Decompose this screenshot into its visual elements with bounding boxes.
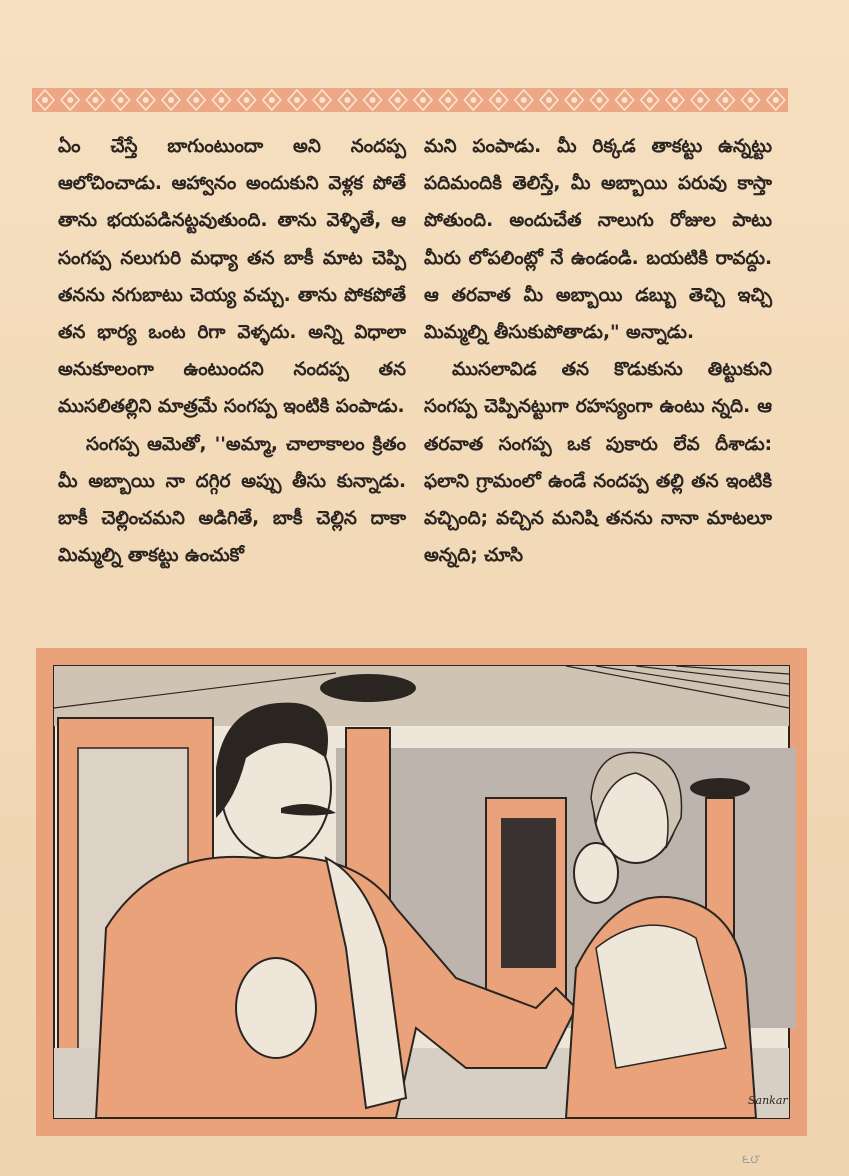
left-column	[58, 128, 406, 574]
border-motif-dot	[344, 97, 350, 103]
border-motif-dot	[521, 97, 527, 103]
right-column	[424, 128, 772, 574]
border-motif-dot	[672, 97, 678, 103]
artist-signature: Sankar	[748, 1094, 788, 1107]
border-motif-dot	[748, 97, 754, 103]
border-motif-dot	[773, 97, 779, 103]
border-motif-dot	[470, 97, 476, 103]
story-illustration	[36, 648, 807, 1136]
paragraph: మని పంపాడు. మీ రిక్కడ తాకట్టు ఉన్నట్టు పదిమందికి తెలిస్తే, మీ అబ్బాయి పరువు కాస్తా పోతుంది. అందుచేత నాలుగు రోజుల పాటు మీరు లోపలింట్లో నే ఉండండి. బయటికి రావద్దు. ఆ తరవాత మీ అబ్బాయి డబ్బు తెచ్చి ఇచ్చి మిమ్మల్ని తీసుకుపోతాడు," అన్నాడు.	[424, 136, 772, 344]
border-motif-dot	[168, 97, 174, 103]
border-motif-dot	[496, 97, 502, 103]
border-motif-dot	[193, 97, 199, 103]
border-motif-dot	[596, 97, 602, 103]
border-motif-dot	[546, 97, 552, 103]
page-number: ౬౮	[742, 1152, 761, 1166]
border-motif-dot	[143, 97, 149, 103]
border-motif-dot	[697, 97, 703, 103]
border-motif-dot	[67, 97, 73, 103]
border-motif-dot	[571, 97, 577, 103]
decorative-border	[32, 86, 788, 114]
border-motif-dot	[395, 97, 401, 103]
border-motif-dot	[92, 97, 98, 103]
paragraph: ముసలావిడ తన కొడుకును తిట్టుకుని సంగప్ప చెప్పినట్టుగా రహస్యంగా ఉంటు న్నది. ఆ తరవాత సంగప్ప ఒక పుకారు లేవ దీశాడు: ఫలాని గ్రామంలో ఉండే నందప్ప తల్లి తన ఇంటికి వచ్చింది; వచ్చిన మనిషి తనను నానా మాటలూ అన్నది; చూసి	[424, 359, 772, 567]
border-motif-dot	[42, 97, 48, 103]
paragraph: సంగప్ప ఆమెతో, ''అమ్మా, చాలాకాలం క్రితం మీ అబ్బాయి నా దగ్గిర అప్పు తీసు కున్నాడు. బాకీ చెల్లించమని అడిగితే, బాకీ చెల్లిన దాకా మిమ్మల్ని తాకట్టు ఉంచుకో	[58, 433, 406, 567]
paragraph: ఏం చేస్తే బాగుంటుందా అని నందప్ప ఆలోచించాడు. ఆహ్వానం అందుకుని వెళ్లక పోతే తాను భయపడినట్టవుతుంది. తాను వెళ్ళితే, ఆ సంగప్ప నలుగురి మధ్యా తన బాకీ మాట చెప్పి తనను నగుబాటు చెయ్య వచ్చు. తాను పోకపోతే తన భార్య ఒంట రిగా వెళ్ళదు. అన్ని విధాలా అనుకూలంగా ఉంటుందని నందప్ప తన ముసలితల్లిని మాత్రమే సంగప్ప ఇంటికి పంపాడు.	[58, 136, 406, 418]
border-motif-dot	[218, 97, 224, 103]
border-motif-dot	[370, 97, 376, 103]
border-motif-dot	[269, 97, 275, 103]
border-motif-dot	[319, 97, 325, 103]
border-motif-dot	[420, 97, 426, 103]
border-motif-dot	[722, 97, 728, 103]
border-motif-dot	[294, 97, 300, 103]
border-motif-dot	[622, 97, 628, 103]
border-motif-dot	[445, 97, 451, 103]
border-motif-dot	[244, 97, 250, 103]
border-motif-dot	[647, 97, 653, 103]
border-motif-dot	[118, 97, 124, 103]
